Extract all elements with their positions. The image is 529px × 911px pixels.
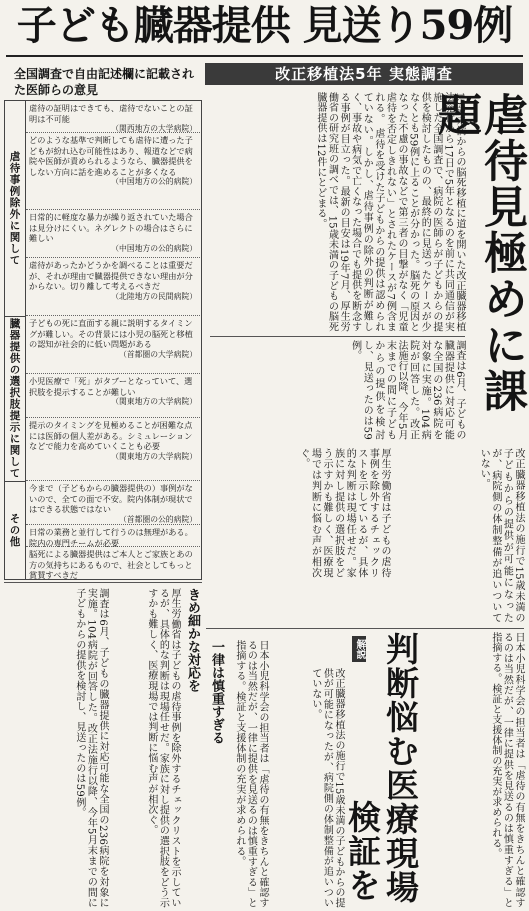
opinion-item: 子どもの死に直面する親に説明するタイミングが難しい。その背景には小児の脳死と移植の認知が社会的に低い問題がある （首都圏の大学病院） xyxy=(26,316,200,374)
small-heading-2: 一律は慎重すぎる xyxy=(209,640,224,744)
body-text-upper: 15歳未満からの脳死移植に道を開いた改正臓器移植法施行から17日で5年となるのを前に共同通信が実施した全国調査で、病院の医師らが子どもからの提供を検討したものの、最終的に見送ったケースが少なくとも59例に上ることが分かった。脳死の原因となった不慮の事故などで第三者の目撃がなく「児童虐待を否定しきれない」とされたケースが7例含まれる。 虐待を受けた子どもからの提供は認められていない。しかし、虐待事例の除外の判断が難しく、事故や病気で亡くなった場合でも提供を断念する事例が目立った。最新の目安は19年7月、厚生労働省の研究班の調べでは、15歳未満の子どもの脳死臓器提供は12件にとどまる。 xyxy=(314,92,465,333)
survey-title: 全国調査で自由記述欄に記載された医師らの意見 xyxy=(14,67,195,97)
divider xyxy=(210,336,465,337)
opinion-item: 虐待の証明はできても、虐待でないことの証明は不可能 （関西地方の大学病院） xyxy=(26,101,200,133)
opinions-table xyxy=(4,100,202,580)
opinion-item: 日常的に軽度な暴力が繰り返されていた場合は見分けにくい。ネグレクトの場合はさらに難しい （中国地方の公的病院） xyxy=(26,210,200,258)
lower-left-text-1: 厚生労働省は子どもの虐待事例を除外するチェックリストを示しているが、具体的な判断は現場任せだ。家族に対し提供の選択肢をどう示すかも難しく、医療現場では判断に悩む声が相次ぐ。 xyxy=(145,588,180,908)
opinion-category-other: その他 xyxy=(5,481,26,579)
commentary-text-center: 改正臓器移植法の施行で15歳未満の子どもからの提供が可能になったが、病院側の体制整備が追いついていない。 xyxy=(309,668,344,908)
headline-rule xyxy=(6,55,523,57)
body-text-center-lower: 厚生労働省は子どもの虐待事例を除外するチェックリストを示しているが、具体的な判断は現場任せだ。家族に対し提供の選択肢をどう示すかも難しく、医療現場では判断に悩む声が相次ぐ。 xyxy=(297,448,390,578)
sub-headline-2: 検証を xyxy=(343,800,382,902)
opinion-item: 今まで（子どもからの臓器提供の）事例がないので、全ての面で不安。院内体制が現状ではできる状態ではない （首都圏の公的病院） xyxy=(26,481,200,525)
opinion-item: 脳死による臓器提供はご本人とご家族とあの方の気持ちにあるもので、社会としてもっと賞賛すべきだ xyxy=(29,549,193,581)
banner: 改正移植法5年 実態調査 xyxy=(205,63,523,85)
body-text-mid: 調査は6月、子どもの臓器提供に対応可能な全国の236病院を対象に実施。104病院が回答した。改正法施行以降、今年5月末までの間に子どもからの提供を検討し、見送ったのは59例。 xyxy=(349,340,465,440)
lower-left-text-2: 調査は6月、子どもの臓器提供に対応可能な全国の236病院を対象に実施。104病院が回答した。改正法施行以降、今年5月末までの間に子どもからの提供を検討し、見送ったのは59例。 xyxy=(73,588,108,908)
commentary-divider xyxy=(206,628,524,629)
headline: 子ども臓器提供 見送り59例 xyxy=(16,2,513,49)
body-text-right-lower: 改正臓器移植法の施行で15歳未満の子どもからの提供が可能になったが、病院側の体制整備が追いついていない。 xyxy=(478,448,524,623)
opinion-item: どのような基準で判断しても虐待に遭った子どもが紛れ込む可能性はあり、報道などで病院や医師が責められるようなら、臓器提供をしない方向に話を進めることが多くなる （中国地方の公的病院） xyxy=(26,133,200,210)
small-heading-1: きめ細かな対応を xyxy=(185,588,200,692)
sub-headline: 判断悩む医療現場 xyxy=(381,632,420,904)
opinion-category-option: 臓器提供の選択肢提示に関して xyxy=(5,316,26,482)
opinion-item: 虐待があったかどうかを調べることは重要だが、それが理由で臓器提供できない理由が分からない。切り離して考えるべきだ （北陸地方の民間病院） xyxy=(26,258,200,316)
opinion-category-abuse: 虐待事例除外に関して xyxy=(5,101,26,317)
opinion-item: 小児医療で「死」がタブーとなっていて、選択肢を提示することが難しい （関東地方の大学病院） xyxy=(26,374,200,418)
opinion-item: 日常の業務と並行して行うのは無理がある。院内の専門チームが必要 xyxy=(26,525,200,547)
commentary-text-right: 日本小児科学会の担当者は「虐待の有無をきちんと確認するのは当然だが、一律に提供を見送るのは慎重すぎる」と指摘する。検証と支援体制の充実が求められる。 xyxy=(489,632,524,908)
lead-headline: 虐待見極めに課題 xyxy=(430,92,527,414)
lower-center-text: 日本小児科学会の担当者は「虐待の有無をきちんと確認するのは当然だが、一律に提供を見送るのは慎重すぎる」と指摘する。検証と支援体制の充実が求められる。 xyxy=(233,640,268,908)
commentary-label: 解説 xyxy=(352,636,366,662)
lower-left-divider xyxy=(4,582,202,583)
opinion-item: 提示のタイミングを見極めることが困難な点には医師の個人差がある。シミュレーションなどで能力を高めていくことも必要 （関東地方の大学病院） xyxy=(26,418,200,481)
